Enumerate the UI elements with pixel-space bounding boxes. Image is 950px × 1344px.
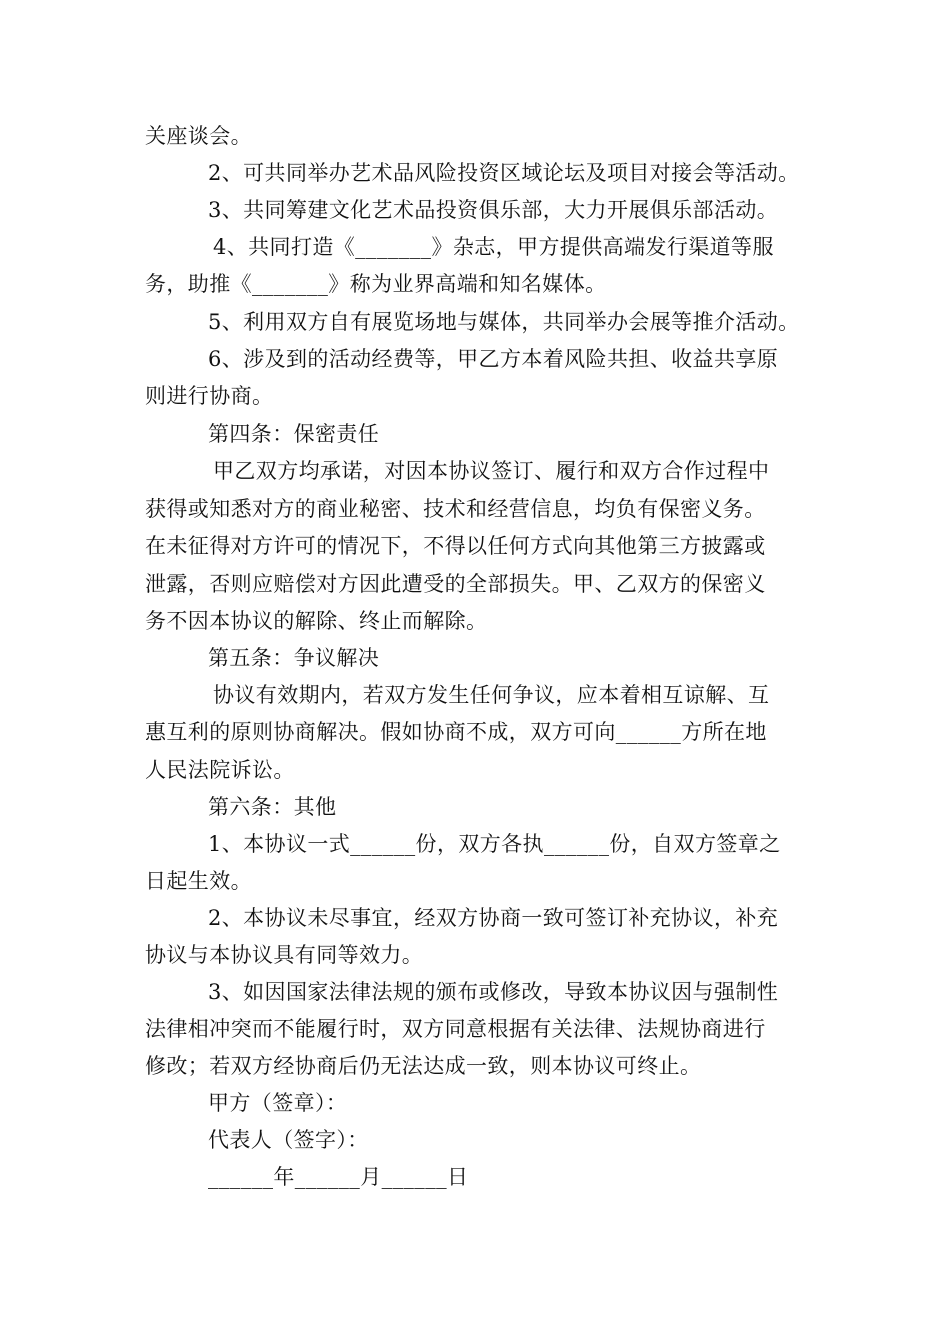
section-heading: 第四条：保密责任 [208, 422, 380, 446]
signature-date: ______年______月______日 [208, 1165, 469, 1189]
paragraph-line: 3、如因国家法律法规的颁布或修改，导致本协议因与强制性 [208, 980, 779, 1004]
paragraph-line: 人民法院诉讼。 [145, 758, 295, 782]
paragraph-line: 务不因本协议的解除、终止而解除。 [145, 609, 488, 633]
section-heading: 第六条：其他 [208, 795, 337, 819]
paragraph-line: 获得或知悉对方的商业秘密、技术和经营信息，均负有保密义务。 [145, 497, 766, 521]
paragraph-line: 协议有效期内，若双方发生任何争议，应本着相互谅解、互 [213, 683, 770, 707]
paragraph-line: 4、共同打造《_______》杂志，甲方提供高端发行渠道等服 [213, 235, 774, 259]
paragraph-line: 2、本协议未尽事宜，经双方协商一致可签订补充协议，补充 [208, 906, 779, 930]
paragraph-line: 3、共同筹建文化艺术品投资俱乐部，大力开展俱乐部活动。 [208, 198, 779, 222]
paragraph-line: 惠互利的原则协商解决。假如协商不成，双方可向______方所在地 [145, 720, 767, 744]
paragraph-line: 6、涉及到的活动经费等，甲乙方本着风险共担、收益共享原 [208, 347, 779, 371]
section-heading: 第五条：争议解决 [208, 646, 380, 670]
paragraph-line: 修改；若双方经协商后仍无法达成一致，则本协议可终止。 [145, 1054, 702, 1078]
paragraph-line: 甲乙双方均承诺，对因本协议签订、履行和双方合作过程中 [213, 459, 770, 483]
paragraph-line: 协议与本协议具有同等效力。 [145, 943, 424, 967]
paragraph-line: 泄露，否则应赔偿对方因此遭受的全部损失。甲、乙双方的保密义 [145, 572, 766, 596]
paragraph-line: 务，助推《_______》称为业界高端和知名媒体。 [145, 272, 607, 296]
paragraph-line: 法律相冲突而不能履行时，双方同意根据有关法律、法规协商进行 [145, 1017, 766, 1041]
paragraph-line: 关座谈会。 [145, 124, 252, 148]
paragraph-line: 则进行协商。 [145, 384, 274, 408]
paragraph-line: 日起生效。 [145, 869, 252, 893]
paragraph-line: 2、可共同举办艺术品风险投资区域论坛及项目对接会等活动。 [208, 161, 800, 185]
paragraph-line: 在未征得对方许可的情况下，不得以任何方式向其他第三方披露或 [145, 534, 766, 558]
signature-party-a: 甲方（签章）： [208, 1091, 348, 1115]
paragraph-line: 1、本协议一式______份，双方各执______份，自双方签章之 [208, 832, 781, 856]
signature-representative: 代表人（签字）： [208, 1128, 369, 1152]
paragraph-line: 5、利用双方自有展览场地与媒体，共同举办会展等推介活动。 [208, 310, 800, 334]
